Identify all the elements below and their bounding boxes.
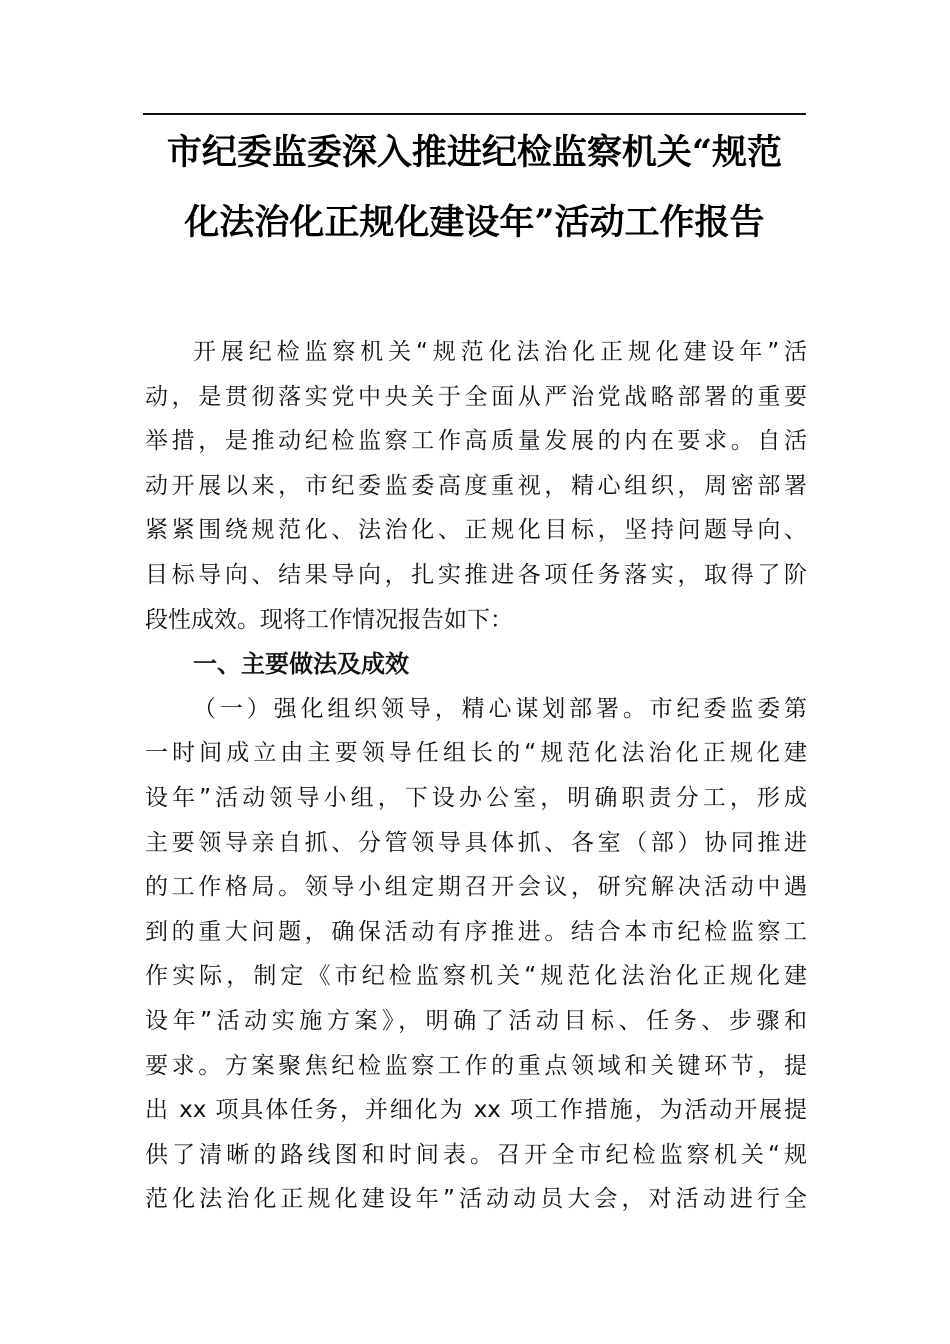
paragraph-line: 作实际，制定《市纪检监察机关“规范化法治化正规化建 xyxy=(145,963,807,990)
header-rule xyxy=(143,113,806,115)
paragraph-line: 到的重大问题，确保活动有序推进。结合本市纪检监察工 xyxy=(145,918,807,945)
document-body xyxy=(145,330,807,1222)
paragraph-line: 动开展以来，市纪委监委高度重视，精心组织，周密部署 xyxy=(145,472,807,499)
title-line: 市纪委监委深入推进纪检监察机关“规范 xyxy=(166,132,783,173)
paragraph-line: 目标导向、结果导向，扎实推进各项任务落实，取得了阶 xyxy=(145,561,807,588)
paragraph-line: 设年”活动领导小组，下设办公室，明确职责分工，形成 xyxy=(145,784,807,811)
paragraph-line: 紧紧围绕规范化、法治化、正规化目标，坚持问题导向、 xyxy=(145,517,807,544)
paragraph-line: 供了清晰的路线图和时间表。召开全市纪检监察机关“规 xyxy=(145,1141,807,1168)
paragraph-line: 开展纪检监察机关“规范化法治化正规化建设年”活 xyxy=(193,339,807,365)
section-heading: 一、主要做法及成效 xyxy=(193,650,409,679)
paragraph-line: 出 xx 项具体任务，并细化为 xx 项工作措施，为活动开展提 xyxy=(145,1097,807,1124)
paragraph-line: 要求。方案聚焦纪检监察工作的重点领域和关键环节，提 xyxy=(145,1052,807,1079)
paragraph-line: 一时间成立由主要领导任组长的“规范化法治化正规化建 xyxy=(145,740,807,767)
paragraph-line: （一）强化组织领导，精心谋划部署。市纪委监委第 xyxy=(193,695,807,722)
title-line: 化法治化正规化建设年”活动工作报告 xyxy=(184,202,765,243)
paragraph-line: 动，是贯彻落实党中央关于全面从严治党战略部署的重要 xyxy=(145,383,807,410)
paragraph-line: 主要领导亲自抓、分管领导具体抓、各室（部）协同推进 xyxy=(145,829,807,856)
document-title xyxy=(143,118,806,258)
paragraph-line: 设年”活动实施方案》，明确了活动目标、任务、步骤和 xyxy=(145,1007,807,1034)
paragraph-line: 举措，是推动纪检监察工作高质量发展的内在要求。自活 xyxy=(145,428,807,455)
paragraph-line: 的工作格局。领导小组定期召开会议，研究解决活动中遇 xyxy=(145,874,807,901)
paragraph-line: 段性成效。现将工作情况报告如下： xyxy=(145,606,513,633)
paragraph-line: 范化法治化正规化建设年”活动动员大会，对活动进行全 xyxy=(145,1186,807,1213)
